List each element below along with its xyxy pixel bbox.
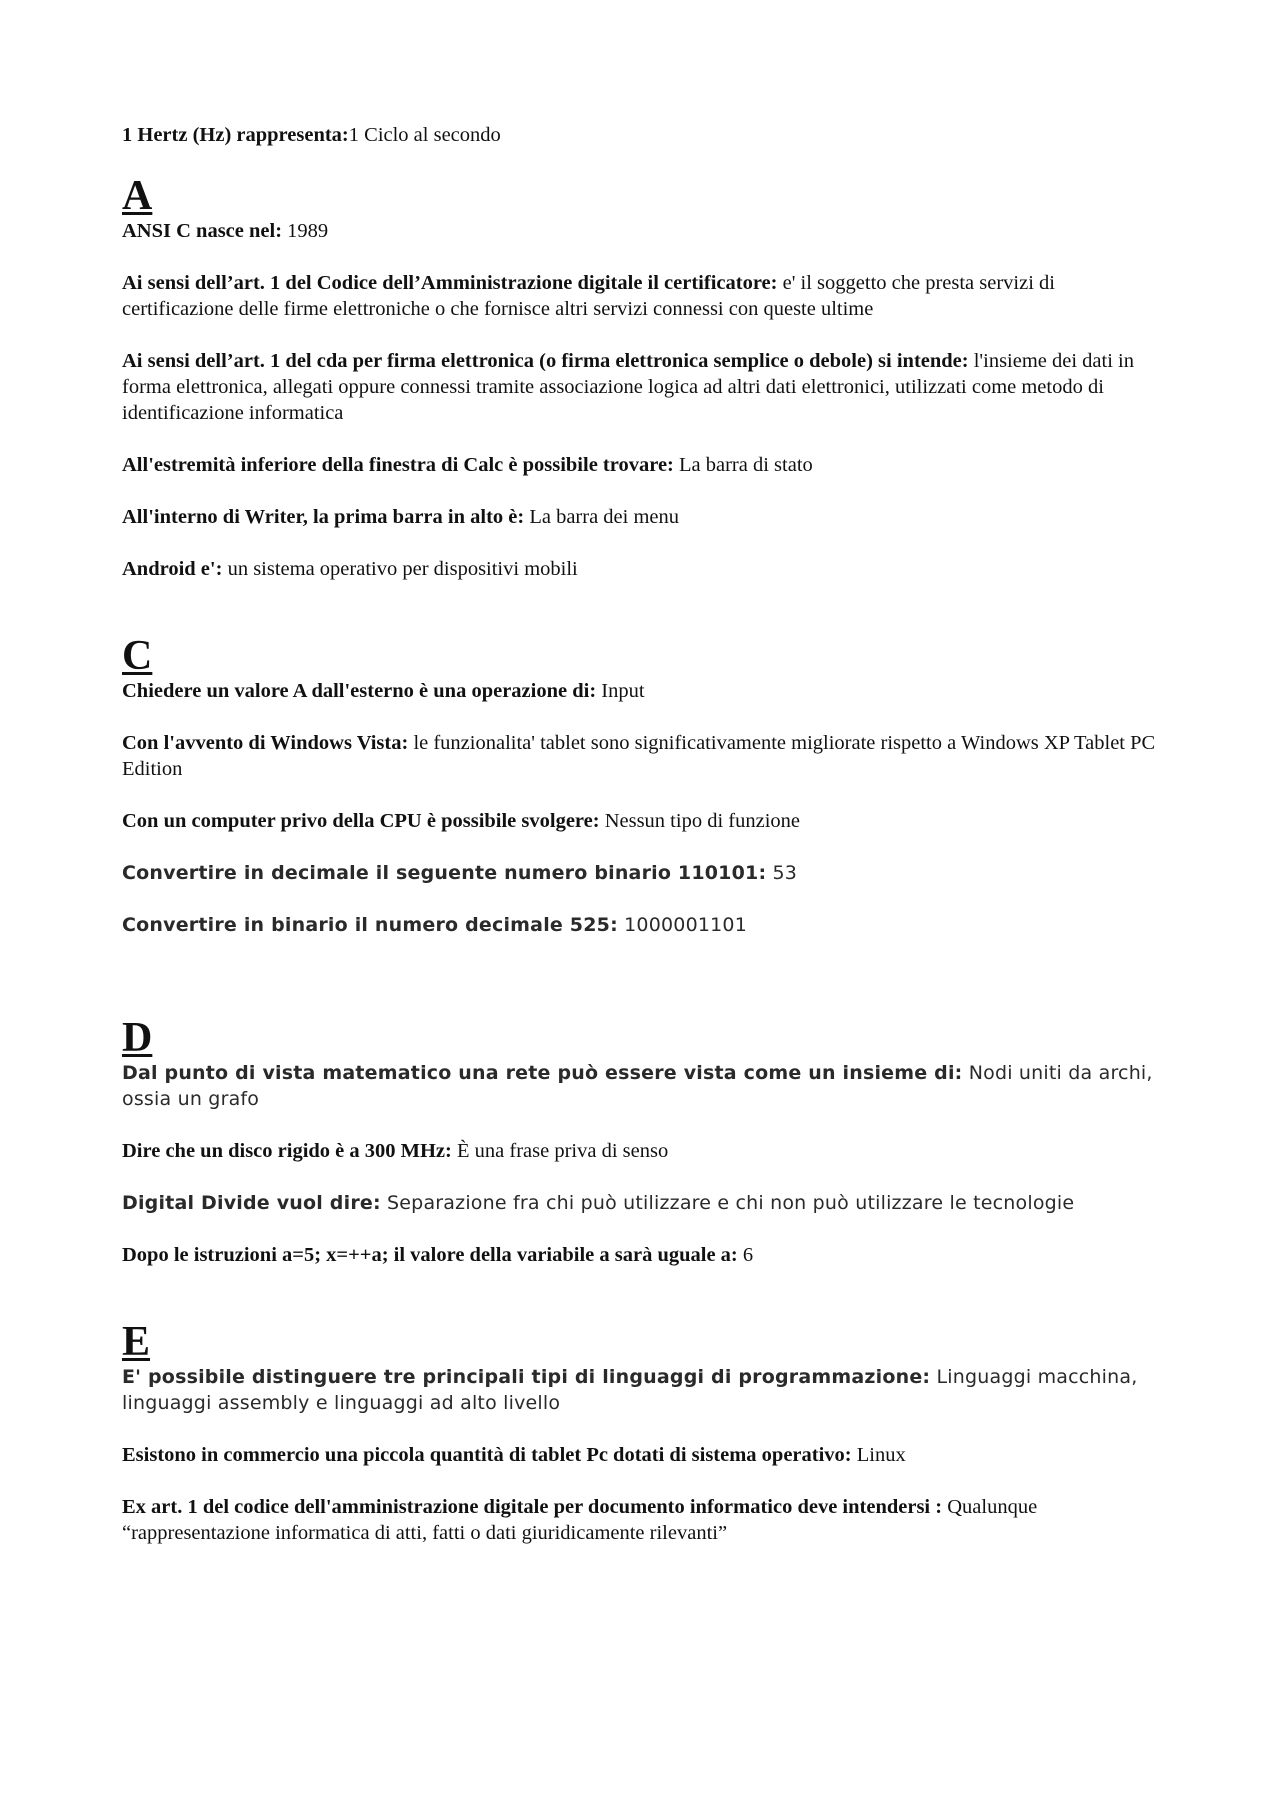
entry xyxy=(122,348,1167,426)
entry-question: Esistono in commercio una piccola quantità di tablet Pc dotati di sistema operativo: xyxy=(122,1444,852,1466)
entry-answer: Linux xyxy=(856,1444,906,1466)
section-letter: D xyxy=(122,1015,153,1061)
entry-question: Convertire in decimale il seguente numero binario 110101: xyxy=(122,862,767,884)
entry-question: Ex art. 1 del codice dell'amministrazione digitale per documento informatico deve intendersi : xyxy=(122,1496,943,1518)
entry-question: Convertire in binario il numero decimale 525: xyxy=(122,914,618,936)
entry xyxy=(122,218,1167,244)
entry xyxy=(122,1060,1167,1112)
entry-answer: 6 xyxy=(742,1244,754,1266)
entry xyxy=(122,452,1167,478)
entry-answer: le funzionalita' tablet sono significativamente migliorate rispetto a Windows XP Tablet PC Edition xyxy=(122,732,1156,780)
entry-question: All'interno di Writer, la prima barra in alto è: xyxy=(122,506,525,528)
entry xyxy=(122,1442,1167,1468)
section-e xyxy=(122,1320,1167,1546)
entry xyxy=(122,678,1167,704)
entry xyxy=(122,808,1167,834)
entry-answer: La barra di stato xyxy=(679,454,813,476)
entry-answer: 1000001101 xyxy=(624,914,748,936)
entry-answer: Nessun tipo di funzione xyxy=(604,810,800,832)
entry xyxy=(122,1138,1167,1164)
entry xyxy=(122,1242,1167,1268)
entry-question: ANSI C nasce nel: xyxy=(122,220,283,242)
entry-question: 1 Hertz (Hz) rappresenta: xyxy=(122,124,349,146)
entry-answer: È una frase priva di senso xyxy=(457,1140,669,1162)
entry-question: Ai sensi dell’art. 1 del Codice dell’Amministrazione digitale il certificatore: xyxy=(122,272,778,294)
section-letter: E xyxy=(122,1319,151,1365)
entry-answer: Qualunque “rappresentazione informatica di atti, fatti o dati giuridicamente rilevanti” xyxy=(122,1496,1038,1544)
entry-question: Dire che un disco rigido è a 300 MHz: xyxy=(122,1140,452,1162)
entry-answer: Separazione fra chi può utilizzare e chi non può utilizzare le tecnologie xyxy=(387,1192,1075,1214)
entry-question: Ai sensi dell’art. 1 del cda per firma elettronica (o firma elettronica semplice o debole) si intende: xyxy=(122,350,969,372)
entry-answer: Input xyxy=(601,680,645,702)
entry xyxy=(122,730,1167,782)
entry xyxy=(122,912,1167,938)
entry-answer: 53 xyxy=(772,862,798,884)
entry xyxy=(122,1494,1167,1546)
entry xyxy=(122,556,1167,582)
section-letter: A xyxy=(122,173,153,219)
entry-answer: Nodi uniti da archi, ossia un grafo xyxy=(122,1062,1153,1110)
entry-question: E' possibile distinguere tre principali tipi di linguaggi di programmazione: xyxy=(122,1366,931,1388)
entry xyxy=(122,860,1167,886)
entry-answer: l'insieme dei dati in forma elettronica, allegati oppure connessi tramite associazione logica ad altri dati elettronici, utilizzati come metodo di identificazione informatica xyxy=(122,350,1134,424)
entry xyxy=(122,270,1167,322)
section-c xyxy=(122,634,1167,938)
entry xyxy=(122,504,1167,530)
entry-answer: 1989 xyxy=(287,220,329,242)
entry-question: Con l'avvento di Windows Vista: xyxy=(122,732,409,754)
entry-question: Dal punto di vista matematico una rete può essere vista come un insieme di: xyxy=(122,1062,963,1084)
entry-answer: 1 Ciclo al secondo xyxy=(348,124,501,146)
entry xyxy=(122,1190,1167,1216)
section-letter: C xyxy=(122,633,153,679)
entry-question: Con un computer privo della CPU è possibile svolgere: xyxy=(122,810,600,832)
entry-answer: Linguaggi macchina, linguaggi assembly e linguaggi ad alto livello xyxy=(122,1366,1138,1414)
entry-question: All'estremità inferiore della finestra di Calc è possibile trovare: xyxy=(122,454,674,476)
entry-hertz xyxy=(122,122,1167,148)
section-a xyxy=(122,174,1167,582)
entry-answer: e' il soggetto che presta servizi di certificazione delle firme elettroniche o che fornisce altri servizi connessi con queste ultime xyxy=(122,272,1055,320)
entry-question: Android e': xyxy=(122,558,223,580)
entry-question: Chiedere un valore A dall'esterno è una operazione di: xyxy=(122,680,597,702)
entry-question: Digital Divide vuol dire: xyxy=(122,1192,381,1214)
document-body xyxy=(122,122,1167,1546)
section-d xyxy=(122,1016,1167,1268)
entry-answer: La barra dei menu xyxy=(529,506,680,528)
entry-question: Dopo le istruzioni a=5; x=++a; il valore della variabile a sarà uguale a: xyxy=(122,1244,738,1266)
entry xyxy=(122,1364,1167,1416)
entry-answer: un sistema operativo per dispositivi mobili xyxy=(227,558,578,580)
